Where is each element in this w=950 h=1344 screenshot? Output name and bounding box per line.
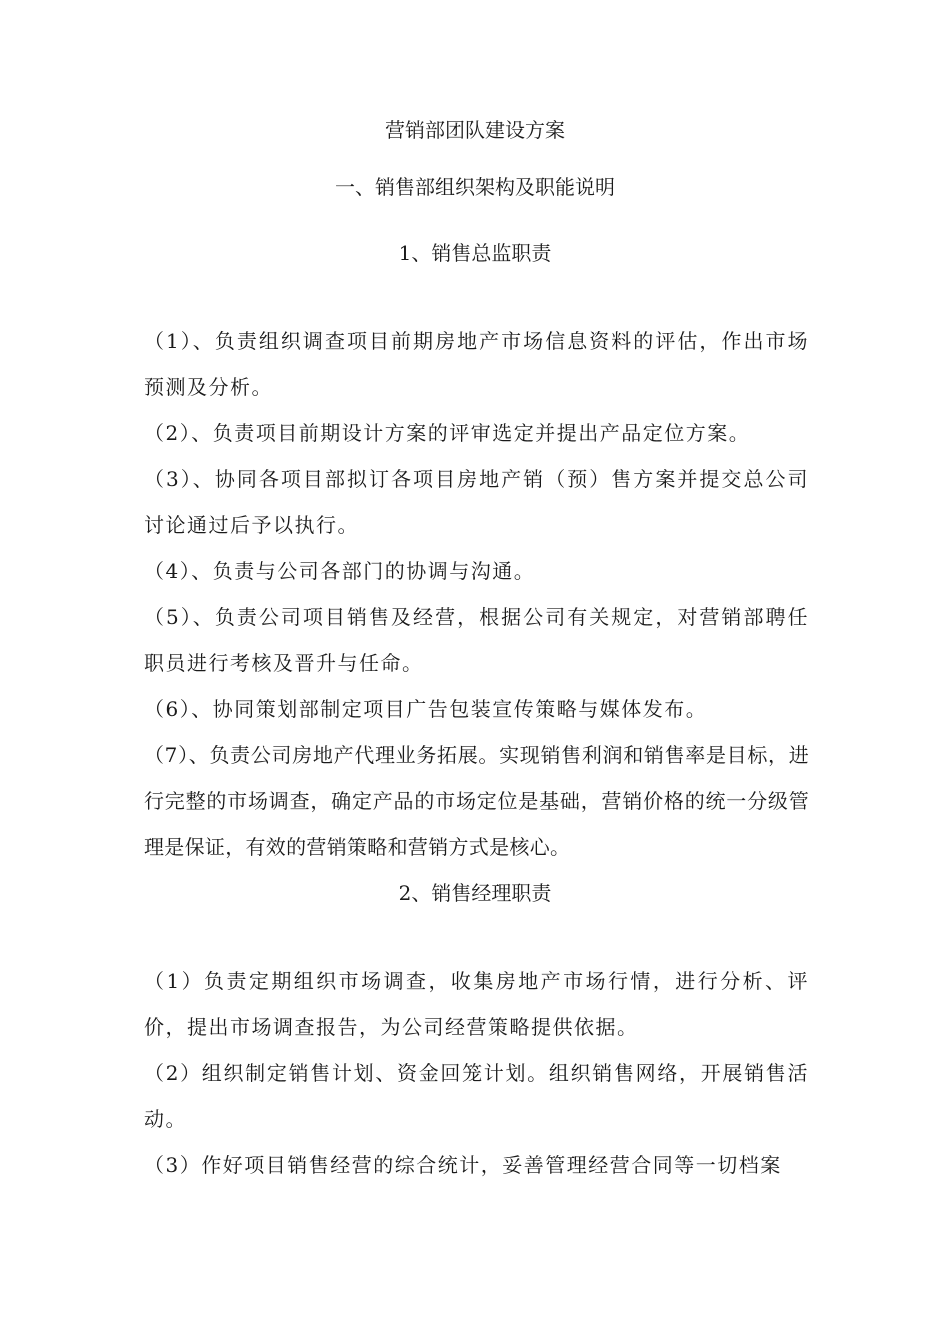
subsection-heading: 1、销售总监职责	[398, 241, 552, 265]
paragraph-item: （5）、负责公司项目销售及经营，根据公司有关规定，对营销部聘任职员进行考核及晋升与任命。	[144, 605, 809, 675]
paragraph-item: （7）、负责公司房地产代理业务拓展。实现销售利润和销售率是目标，进行完整的市场调查，确定产品的市场定位是基础，营销价格的统一分级管理是保证，有效的营销策略和营销方式是核心。	[144, 743, 809, 859]
paragraph-item: （4）、负责与公司各部门的协调与沟通。	[144, 559, 536, 583]
section-heading: 一、销售部组织架构及职能说明	[335, 175, 615, 199]
paragraph-item: （1）负责定期组织市场调查，收集房地产市场行情，进行分析、评价，提出市场调查报告，为公司经营策略提供依据。	[144, 969, 809, 1039]
paragraph-item: （2）、负责项目前期设计方案的评审选定并提出产品定位方案。	[144, 421, 751, 445]
paragraph-item: （6）、协同策划部制定项目广告包装宣传策略与媒体发布。	[144, 697, 708, 721]
paragraph-item: （1）、负责组织调查项目前期房地产市场信息资料的评估，作出市场预测及分析。	[144, 329, 809, 399]
document-title: 营销部团队建设方案	[385, 118, 565, 142]
paragraph-item: （3）、协同各项目部拟订各项目房地产销（预）售方案并提交总公司讨论通过后予以执行。	[144, 467, 809, 537]
subsection-heading: 2、销售经理职责	[398, 881, 552, 905]
paragraph-item: （3）作好项目销售经营的综合统计，妥善管理经营合同等一切档案	[144, 1153, 782, 1177]
paragraph-item: （2）组织制定销售计划、资金回笼计划。组织销售网络，开展销售活动。	[144, 1061, 809, 1131]
